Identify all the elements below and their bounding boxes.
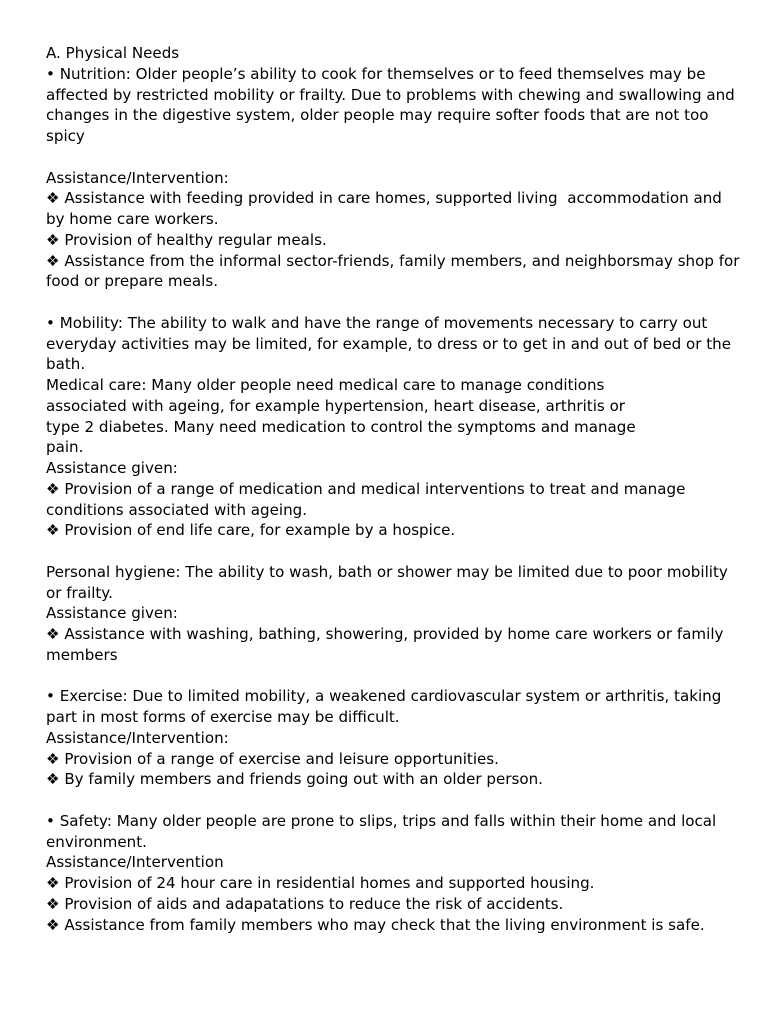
medical-care-text-line: Medical care: Many older people need medical care to manage conditions — [46, 376, 605, 394]
assistance-heading: Assistance given: — [46, 604, 178, 623]
assistance-heading: Assistance/Intervention: — [46, 728, 229, 747]
assistance-item-line: ❖ Assistance from the informal sector-friends, family members, and neighborsmay shop for — [46, 251, 740, 270]
blank-line — [46, 790, 736, 811]
assistance-heading: Assistance/Intervention: — [46, 168, 229, 187]
assistance-item-line: food or prepare meals. — [46, 272, 219, 291]
assistance-item-line: ❖ Provision of 24 hour care in residential homes and supported housing. — [46, 874, 595, 892]
mobility-text-line: everyday activities may be limited, for example, to dress or to get in and out of bed or the — [46, 334, 732, 353]
document-page — [46, 43, 740, 935]
nutrition-text-line: affected by restricted mobility or frailty. Due to problems with chewing and swallowing and — [46, 85, 735, 104]
assistance-item-line: ❖ Assistance with feeding provided in care homes, supported living accommodation and — [46, 189, 722, 208]
blank-line — [46, 147, 736, 168]
hygiene-text-line: Personal hygiene: The ability to wash, bath or shower may be limited due to poor mobility — [46, 562, 728, 581]
exercise-text-line: • Exercise: Due to limited mobility, a weakened cardiovascular system or arthritis, taking — [46, 687, 722, 706]
section-heading: A. Physical Needs — [46, 44, 180, 62]
assistance-item-line: ❖ Provision of a range of medication and medical interventions to treat and manage — [46, 479, 686, 498]
medical-care-text-line: type 2 diabetes. Many need medication to control the symptoms and manage — [46, 417, 636, 436]
safety-text-line: • Safety: Many older people are prone to slips, trips and falls within their home and local — [46, 811, 717, 830]
hygiene-text-line: or frailty. — [46, 583, 113, 602]
nutrition-text-line: changes in the digestive system, older people may require softer foods that are not too — [46, 106, 709, 125]
assistance-item-line: ❖ Provision of healthy regular meals. — [46, 230, 327, 249]
assistance-item-line: ❖ Assistance from family members who may check that the living environment is safe. — [46, 915, 705, 934]
exercise-text-line: part in most forms of exercise may be difficult. — [46, 708, 400, 726]
assistance-item-line: ❖ Provision of a range of exercise and leisure opportunities. — [46, 749, 499, 768]
assistance-item-line: members — [46, 645, 118, 664]
blank-line — [46, 541, 736, 562]
assistance-item-line: by home care workers. — [46, 210, 219, 228]
medical-care-text-line: pain. — [46, 438, 84, 457]
medical-care-text-line: associated with ageing, for example hypertension, heart disease, arthritis or — [46, 396, 626, 415]
assistance-item-line: ❖ By family members and friends going out with an older person. — [46, 770, 543, 789]
mobility-text-line: • Mobility: The ability to walk and have the range of movements necessary to carry out — [46, 313, 708, 332]
nutrition-text-line: • Nutrition: Older people’s ability to cook for themselves or to feed themselves may be — [46, 64, 706, 83]
blank-line — [46, 666, 736, 687]
safety-text-line: environment. — [46, 832, 147, 851]
assistance-item-line: ❖ Provision of end life care, for example by a hospice. — [46, 521, 456, 540]
assistance-heading: Assistance/Intervention — [46, 853, 224, 872]
assistance-item-line: ❖ Provision of aids and adapatations to reduce the risk of accidents. — [46, 894, 564, 913]
assistance-item-line: conditions associated with ageing. — [46, 500, 308, 519]
nutrition-text-line: spicy — [46, 127, 85, 145]
mobility-text-line: bath. — [46, 355, 86, 374]
blank-line — [46, 292, 736, 313]
assistance-item-line: ❖ Assistance with washing, bathing, showering, provided by home care workers or family — [46, 625, 724, 643]
assistance-heading: Assistance given: — [46, 459, 178, 477]
